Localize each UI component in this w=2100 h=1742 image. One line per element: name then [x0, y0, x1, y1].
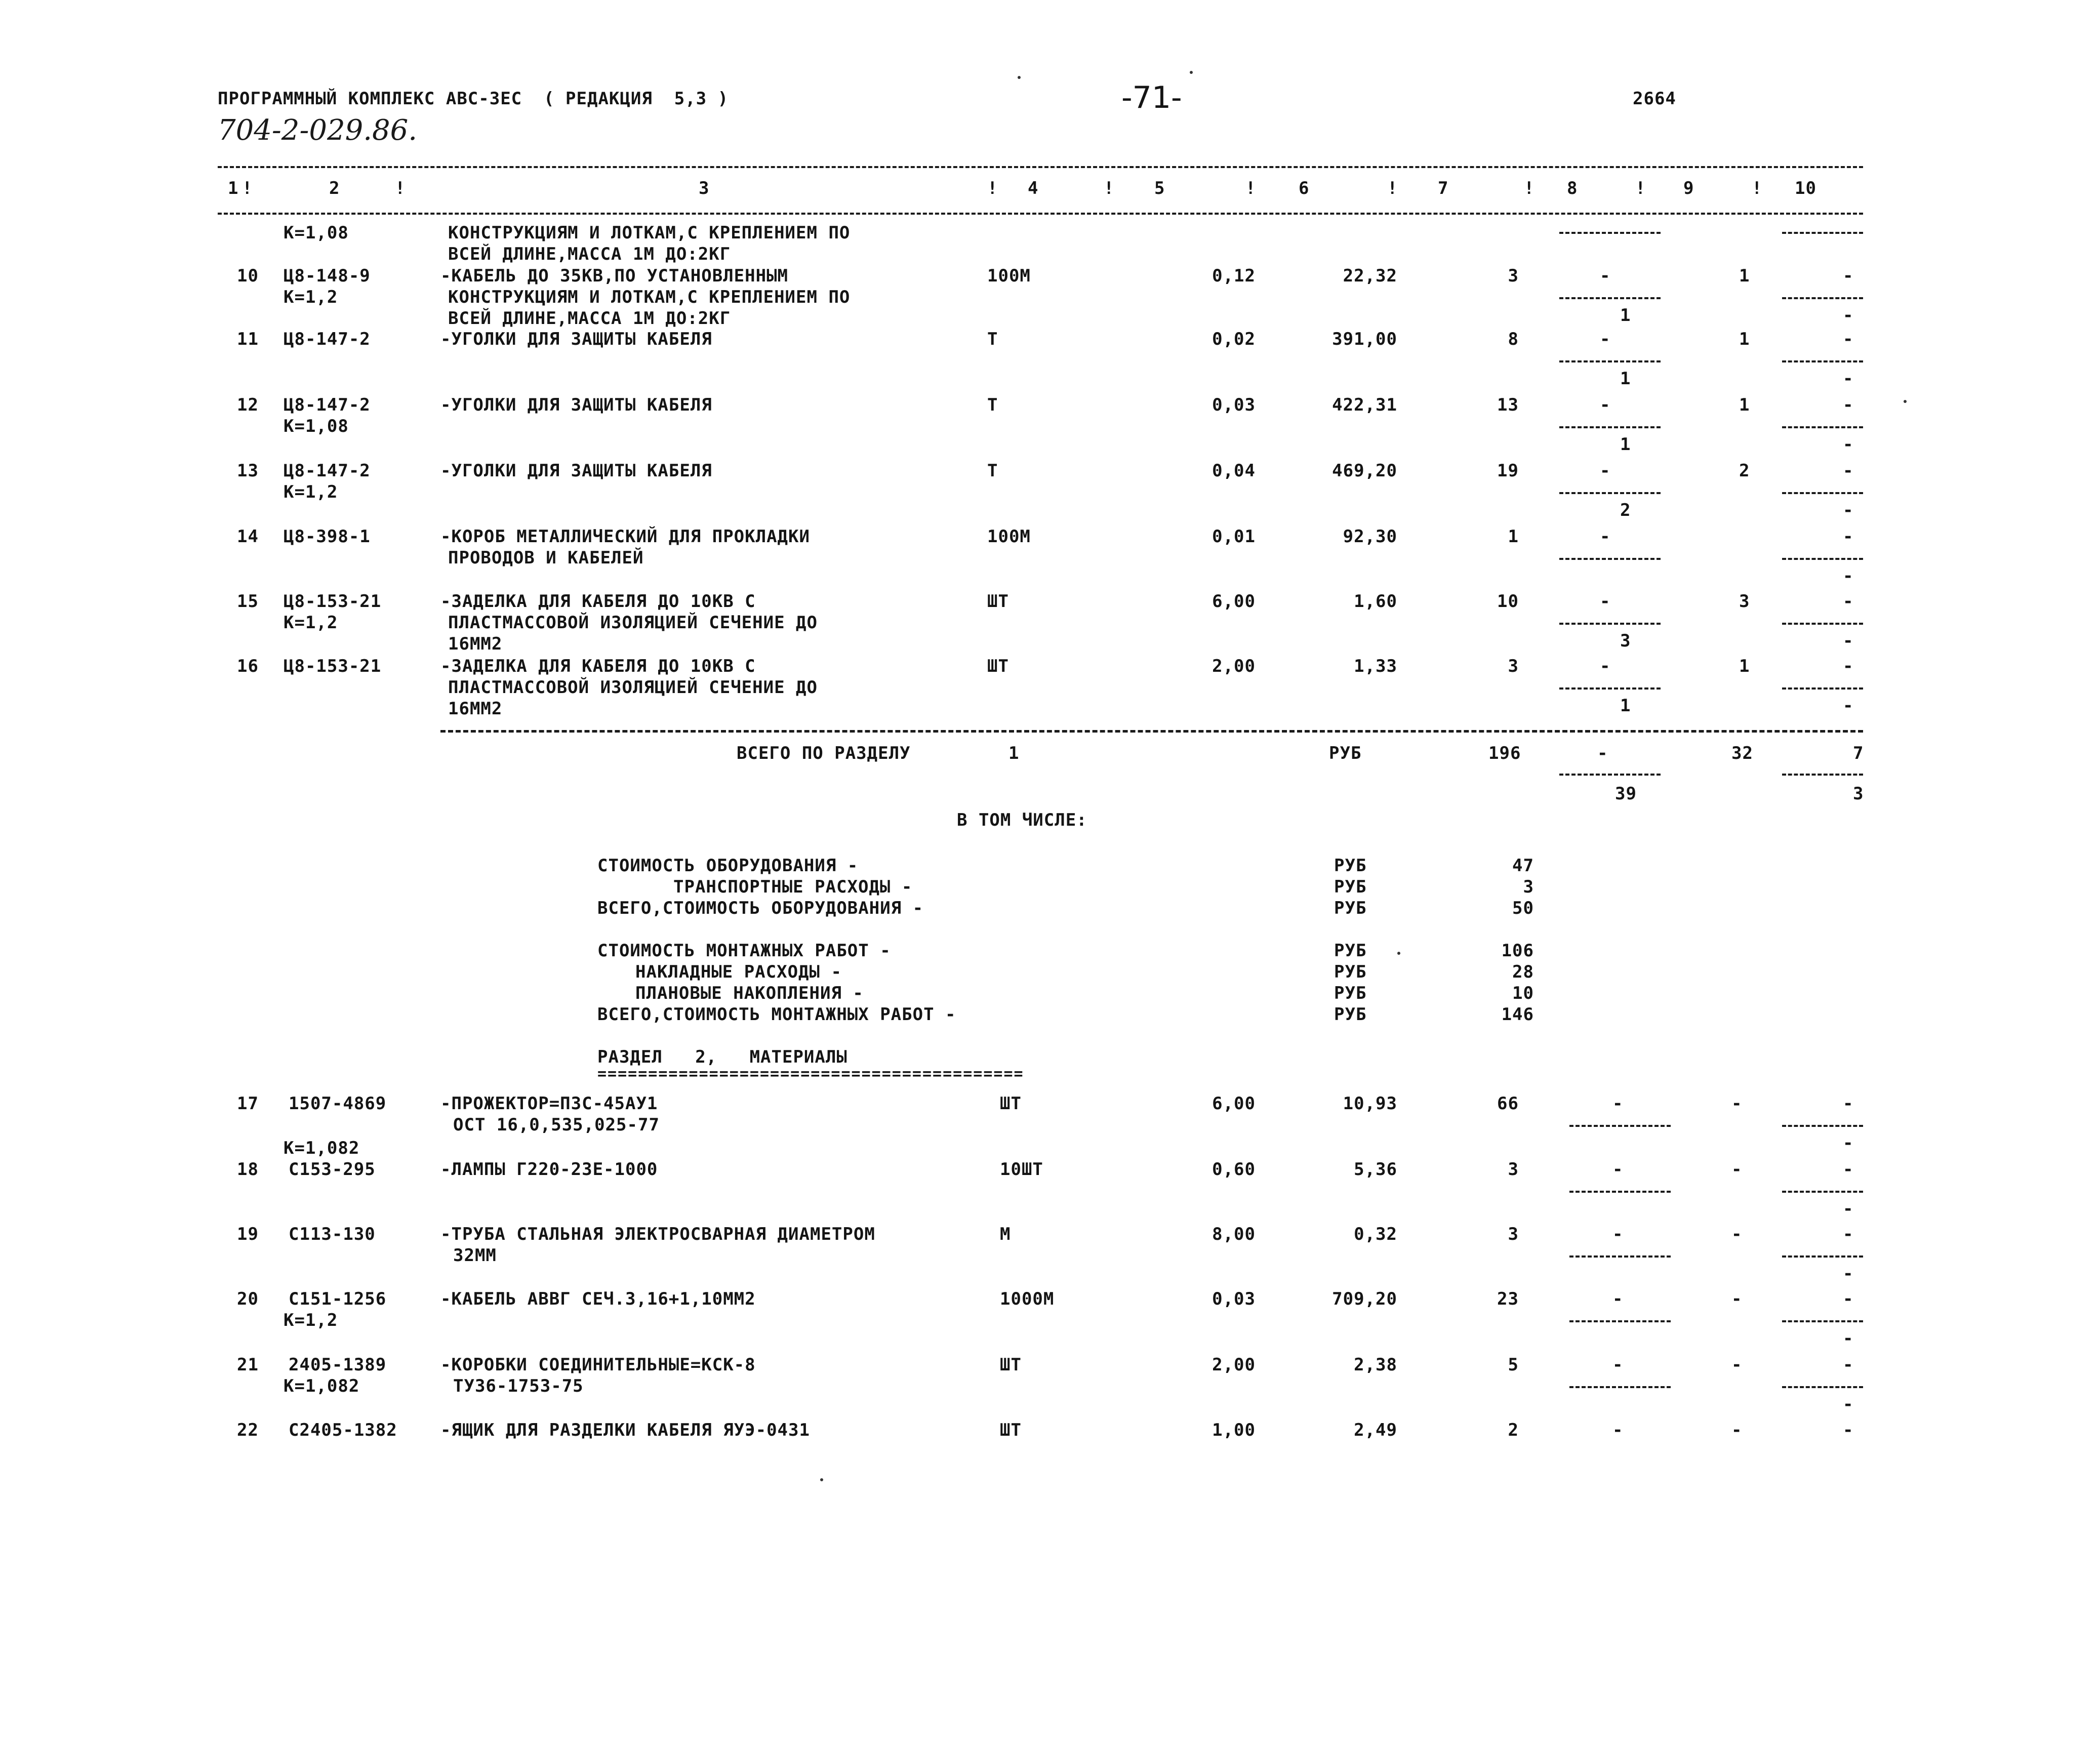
row-c10-sub: -: [1843, 566, 1854, 586]
material-price: 0,32: [1354, 1224, 1397, 1244]
section-total-c8a: -: [1597, 743, 1608, 763]
row-c8-sub: 2: [1620, 500, 1631, 520]
row-code: Ц8-398-1: [284, 526, 371, 547]
row-c9: 1: [1739, 329, 1750, 349]
row-qty: 0,02: [1212, 329, 1256, 349]
material-c10: -: [1843, 1355, 1854, 1375]
including-value: 10: [1512, 983, 1534, 1003]
material-number: 18: [237, 1159, 259, 1180]
material-price: 10,93: [1343, 1093, 1397, 1114]
row-qty: 2,00: [1212, 656, 1256, 676]
row-c10-sub: -: [1843, 369, 1854, 389]
material-c7: 2: [1508, 1420, 1519, 1440]
row-code: Ц8-153-21: [284, 591, 382, 612]
material-code: 2405-1389: [289, 1355, 387, 1375]
row-c10-sub: -: [1843, 500, 1854, 520]
including-label: ПЛАНОВЫЕ НАКОПЛЕНИЯ -: [635, 983, 864, 1003]
row-qty: 6,00: [1212, 591, 1256, 612]
section-total-c7: 196: [1488, 743, 1521, 763]
material-c9: -: [1731, 1289, 1743, 1309]
material-qty: 2,00: [1212, 1355, 1256, 1375]
material-c7: 23: [1497, 1289, 1519, 1309]
material-code: С151-1256: [289, 1289, 387, 1309]
material-unit: ШТ: [1000, 1355, 1022, 1375]
row-k: К=1,08: [284, 416, 349, 436]
material-unit: М: [1000, 1224, 1011, 1244]
row-code: Ц8-153-21: [284, 656, 382, 676]
row-c10-sub: -: [1843, 434, 1854, 455]
including-label: ВСЕГО,СТОИМОСТЬ ОБОРУДОВАНИЯ -: [597, 898, 924, 918]
material-number: 19: [237, 1224, 259, 1244]
material-c10-sub: -: [1843, 1199, 1854, 1219]
section2-underline: ==========================================: [597, 1065, 1024, 1083]
material-c8: -: [1612, 1289, 1624, 1309]
row-number: 13: [237, 461, 259, 481]
row-qty: 0,03: [1212, 395, 1256, 415]
material-code: 1507-4869: [289, 1093, 387, 1114]
row-desc-line: -УГОЛКИ ДЛЯ ЗАЩИТЫ КАБЕЛЯ: [440, 395, 712, 415]
col-10: 10: [1795, 178, 1816, 198]
program-title: ПРОГРАММНЫЙ КОМПЛЕКС АВС-ЗЕС ( РЕДАКЦИЯ 5,3 ): [218, 89, 729, 109]
row-desc-line: 16ММ2: [448, 699, 503, 719]
row-c10-sub: -: [1843, 305, 1854, 326]
row-price: 1,33: [1354, 656, 1397, 676]
row-k: К=1,08: [284, 223, 349, 243]
col-3: 3: [699, 178, 710, 198]
row-code: Ц8-147-2: [284, 461, 371, 481]
section-total-label: ВСЕГО ПО РАЗДЕЛУ: [737, 743, 911, 763]
material-c10-sub: -: [1843, 1328, 1854, 1349]
material-qty: 6,00: [1212, 1093, 1256, 1114]
material-c8: -: [1612, 1093, 1624, 1114]
section-total-c4: 1: [1008, 743, 1020, 763]
row-price: 391,00: [1332, 329, 1397, 349]
row-c10: -: [1843, 395, 1854, 415]
row-c8-sub: 1: [1620, 369, 1631, 389]
row-c8: -: [1600, 329, 1611, 349]
estimate-sheet: ПРОГРАММНЫЙ КОМПЛЕКС АВС-ЗЕС ( РЕДАКЦИЯ 5,3 ) -71- 2664 704-2-029.86. 1 2 3 4 5 6 7 8 9 10 ! ! ! ! ! ! ! ! ! К=1,08 КОНСТРУКЦИЯМ И ЛОТКАМ,С КРЕПЛЕНИЕМ ПО ВСЕЙ ДЛИНЕ,МАССА 1М ДО:2КГ 10 Ц8-148-9 К=1,2 -КАБЕЛЬ ДО 35КВ,ПО УСТАНОВЛЕННЫМ КОНСТРУКЦИЯМ И ЛОТКАМ,С КРЕПЛЕНИЕМ ПО ВСЕЙ ДЛИНЕ,МАССА 1М ДО:2КГ 100М 0,12 22,32 3 - 1 1 - - 11 Ц8-147-2 -УГОЛКИ ДЛЯ ЗАЩИТЫ КАБЕЛЯ Т 0,02 391,00 8 - 1 1 - - 12 Ц8-147-2 К=1,08 -УГОЛКИ ДЛЯ ЗАЩИТЫ КАБЕЛЯ Т 0,03 422,31 13 - 1 1 - - 13 Ц8-147-2 К=1,2 -УГОЛКИ ДЛЯ ЗАЩИТЫ КАБЕЛЯ Т 0,04 469,20 19 - 2 2 - - 14 Ц8-398-1 -КОРОБ МЕТАЛЛИЧЕСКИЙ ДЛЯ ПРОКЛАДКИ ПРОВОДОВ И КАБЕЛЕЙ 100М 0,01 92,30 1 - - - 15 Ц8-153-21 К=1,2 -ЗАДЕЛКА ДЛЯ КАБЕЛЯ ДО 10КВ С ПЛАСТМАССОВОЙ ИЗОЛЯЦИЕЙ СЕЧЕНИЕ ДО 16ММ2 ШТ 6,00 1,60 10 - 3 3 - - 16 Ц8-153-21 -ЗАДЕЛКА ДЛЯ КАБЕЛЯ ДО 10КВ С ПЛАСТМАССОВОЙ ИЗОЛЯЦИЕЙ СЕЧЕНИЕ ДО 16ММ2 ШТ 2,00 1,33 3 - 1 1 - - ВСЕГО ПО РАЗДЕЛУ 1 РУБ 196 - 39 32 7 3 В ТОМ ЧИСЛЕ: СТОИМОСТЬ ОБОРУДОВАНИЯ - РУБ 47 ТРАНСПОРТНЫЕ РАСХОДЫ - РУБ 3 ВСЕГО,СТОИМОСТЬ ОБОРУДОВАНИЯ - РУБ 50 СТОИМОСТЬ МОНТАЖНЫХ РАБОТ - РУБ 106 НАКЛАДНЫЕ РАСХОДЫ - РУБ 28 ПЛАНОВЫЕ НАКОПЛЕНИЯ - РУБ 10 ВСЕГО,СТОИМОСТЬ МОНТАЖНЫХ РАБОТ - РУБ 146 РАЗДЕЛ 2, МАТЕРИАЛЫ ========================================== 17 1507-4869 -ПРОЖЕКТОР=ПЗС-45АУ1 ОСТ 16,0,535,025-77 ШТ 6,00 10,93 66 - - - - 18 С153-295 К=1,082 -ЛАМПЫ Г220-23Е-1000 10ШТ 0,60 5,36 3 - - - - 19 С113-130 -ТРУБА СТАЛЬНАЯ ЭЛЕКТРОСВАРНАЯ ДИАМЕТРОМ 32ММ М 8,00 0,32 3 - - - - 20 С151-1256 К=1,2 -КАБЕЛЬ АВВГ СЕЧ.3,16+1,10ММ2 1000М 0,03 709,20 23 - - - - 21 2405-1389 К=1,082 -КОРОБКИ СОЕДИНИТЕЛЬНЫЕ=КСК-8 ТУ36-1753-75 ШТ 2,00 2,38 5 - - - - 22 С2405-1382 -ЯЩИК ДЛЯ РАЗДЕЛКИ КАБЕЛЯ ЯУЭ-0431 ШТ 1,00 2,49 2 - - -: [0, 0, 2100, 1742]
row-number: 16: [237, 656, 259, 676]
row-c8: -: [1600, 656, 1611, 676]
material-desc-line: ОСТ 16,0,535,025-77: [453, 1115, 660, 1135]
row-c9: 1: [1739, 266, 1750, 286]
row-desc-line: ВСЕЙ ДЛИНЕ,МАССА 1М ДО:2КГ: [448, 244, 731, 264]
row-desc-line: -УГОЛКИ ДЛЯ ЗАЩИТЫ КАБЕЛЯ: [440, 461, 712, 481]
row-qty: 0,12: [1212, 266, 1256, 286]
material-c8: -: [1612, 1420, 1624, 1440]
including-label: НАКЛАДНЫЕ РАСХОДЫ -: [635, 962, 842, 982]
row-unit: Т: [987, 329, 998, 349]
including-unit: РУБ: [1334, 856, 1367, 876]
row-number: 12: [237, 395, 259, 415]
col-8: 8: [1567, 178, 1578, 198]
row-unit: ШТ: [987, 656, 1009, 676]
material-c8: -: [1612, 1355, 1624, 1375]
col-5: 5: [1154, 178, 1165, 198]
row-c10: -: [1843, 526, 1854, 547]
material-desc-line: -ЯЩИК ДЛЯ РАЗДЕЛКИ КАБЕЛЯ ЯУЭ-0431: [440, 1420, 810, 1440]
material-number: 21: [237, 1355, 259, 1375]
material-unit: ШТ: [1000, 1093, 1022, 1114]
col-7: 7: [1438, 178, 1449, 198]
material-price: 2,49: [1354, 1420, 1397, 1440]
including-title: В ТОМ ЧИСЛЕ:: [957, 810, 1087, 830]
including-unit: РУБ: [1334, 1004, 1367, 1025]
row-c8-sub: 1: [1620, 434, 1631, 455]
material-desc-line: 32ММ: [453, 1245, 497, 1266]
material-desc-line: ТУ36-1753-75: [453, 1376, 584, 1396]
material-number: 22: [237, 1420, 259, 1440]
material-c9: -: [1731, 1093, 1743, 1114]
row-desc-line: -УГОЛКИ ДЛЯ ЗАЩИТЫ КАБЕЛЯ: [440, 329, 712, 349]
section-total-c9: 32: [1731, 743, 1753, 763]
col-9: 9: [1683, 178, 1694, 198]
including-unit: РУБ: [1334, 962, 1367, 982]
row-unit: Т: [987, 461, 998, 481]
row-c10: -: [1843, 461, 1854, 481]
row-code: Ц8-147-2: [284, 395, 371, 415]
row-number: 14: [237, 526, 259, 547]
material-qty: 0,03: [1212, 1289, 1256, 1309]
header-rule-bottom: [218, 213, 1863, 215]
row-c10: -: [1843, 266, 1854, 286]
material-c8: -: [1612, 1224, 1624, 1244]
row-desc-line: КОНСТРУКЦИЯМ И ЛОТКАМ,С КРЕПЛЕНИЕМ ПО: [448, 287, 851, 307]
including-unit: РУБ: [1334, 877, 1367, 897]
material-number: 20: [237, 1289, 259, 1309]
col-4: 4: [1028, 178, 1039, 198]
row-unit: 100М: [987, 526, 1031, 547]
row-c7: 3: [1508, 656, 1519, 676]
row-price: 22,32: [1343, 266, 1397, 286]
material-c10: -: [1843, 1159, 1854, 1180]
material-c10: -: [1843, 1420, 1854, 1440]
material-qty: 8,00: [1212, 1224, 1256, 1244]
material-c9: -: [1731, 1420, 1743, 1440]
material-unit: 10ШТ: [1000, 1159, 1043, 1180]
row-k: К=1,2: [284, 613, 338, 633]
row-c9: 1: [1739, 656, 1750, 676]
row-c9: 3: [1739, 591, 1750, 612]
material-c10-sub: -: [1843, 1394, 1854, 1414]
row-c10: -: [1843, 329, 1854, 349]
material-c10-sub: -: [1843, 1133, 1854, 1153]
material-desc-line: -ТРУБА СТАЛЬНАЯ ЭЛЕКТРОСВАРНАЯ ДИАМЕТРОМ: [440, 1224, 875, 1244]
row-desc-line: ВСЕЙ ДЛИНЕ,МАССА 1М ДО:2КГ: [448, 308, 731, 329]
including-value: 3: [1523, 877, 1534, 897]
row-unit: 100М: [987, 266, 1031, 286]
row-c7: 1: [1508, 526, 1519, 547]
row-k: К=1,2: [284, 287, 338, 307]
col-6: 6: [1299, 178, 1310, 198]
section-total-c10b: 3: [1853, 784, 1864, 804]
material-qty: 1,00: [1212, 1420, 1256, 1440]
material-unit: ШТ: [1000, 1420, 1022, 1440]
including-unit: РУБ: [1334, 898, 1367, 918]
material-k: К=1,082: [284, 1376, 360, 1396]
total-rule: [440, 730, 1863, 733]
row-desc-line: КОНСТРУКЦИЯМ И ЛОТКАМ,С КРЕПЛЕНИЕМ ПО: [448, 223, 851, 243]
header-rule-top: [218, 166, 1863, 168]
row-qty: 0,01: [1212, 526, 1256, 547]
row-price: 469,20: [1332, 461, 1397, 481]
row-c8: -: [1600, 526, 1611, 547]
col-1: 1: [228, 178, 239, 198]
including-label: ВСЕГО,СТОИМОСТЬ МОНТАЖНЫХ РАБОТ -: [597, 1004, 956, 1025]
material-c10: -: [1843, 1093, 1854, 1114]
material-c7: 3: [1508, 1159, 1519, 1180]
row-c8: -: [1600, 266, 1611, 286]
row-c7: 3: [1508, 266, 1519, 286]
row-c8: -: [1600, 395, 1611, 415]
row-desc-line: -ЗАДЕЛКА ДЛЯ КАБЕЛЯ ДО 10КВ С: [440, 591, 756, 612]
material-c7: 5: [1508, 1355, 1519, 1375]
col-2: 2: [329, 178, 340, 198]
row-unit: ШТ: [987, 591, 1009, 612]
row-c10-sub: -: [1843, 696, 1854, 716]
including-value: 50: [1512, 898, 1534, 918]
document-number: 2664: [1633, 89, 1676, 109]
row-c7: 10: [1497, 591, 1519, 612]
material-price: 5,36: [1354, 1159, 1397, 1180]
material-c7: 3: [1508, 1224, 1519, 1244]
row-unit: Т: [987, 395, 998, 415]
including-value: 28: [1512, 962, 1534, 982]
material-c7: 66: [1497, 1093, 1519, 1114]
material-c10: -: [1843, 1289, 1854, 1309]
material-c9: -: [1731, 1355, 1743, 1375]
material-price: 709,20: [1332, 1289, 1397, 1309]
row-c8-sub: 3: [1620, 631, 1631, 651]
material-c8: -: [1612, 1159, 1624, 1180]
row-number: 10: [237, 266, 259, 286]
section2-title: РАЗДЕЛ 2, МАТЕРИАЛЫ: [597, 1047, 847, 1067]
row-c10: -: [1843, 656, 1854, 676]
row-c10: -: [1843, 591, 1854, 612]
material-c9: -: [1731, 1159, 1743, 1180]
material-code: С2405-1382: [289, 1420, 397, 1440]
including-unit: РУБ: [1334, 941, 1367, 961]
material-qty: 0,60: [1212, 1159, 1256, 1180]
row-c9: 1: [1739, 395, 1750, 415]
row-c8: -: [1600, 591, 1611, 612]
row-desc-line: -ЗАДЕЛКА ДЛЯ КАБЕЛЯ ДО 10КВ С: [440, 656, 756, 676]
including-label: СТОИМОСТЬ МОНТАЖНЫХ РАБОТ -: [597, 941, 891, 961]
project-code: 704-2-029.86.: [218, 114, 418, 147]
material-c9: -: [1731, 1224, 1743, 1244]
row-number: 15: [237, 591, 259, 612]
row-c8-sub: 1: [1620, 696, 1631, 716]
section-total-unit: РУБ: [1329, 743, 1362, 763]
row-desc-line: -КОРОБ МЕТАЛЛИЧЕСКИЙ ДЛЯ ПРОКЛАДКИ: [440, 526, 810, 547]
including-value: 146: [1501, 1004, 1534, 1025]
row-c8-sub: 1: [1620, 305, 1631, 326]
row-price: 1,60: [1354, 591, 1397, 612]
row-desc-line: ПЛАСТМАССОВОЙ ИЗОЛЯЦИЕЙ СЕЧЕНИЕ ДО: [448, 613, 818, 633]
material-code: С113-130: [289, 1224, 376, 1244]
material-c10: -: [1843, 1224, 1854, 1244]
row-c7: 8: [1508, 329, 1519, 349]
row-k: К=1,2: [284, 482, 338, 502]
row-c9: 2: [1739, 461, 1750, 481]
row-code: Ц8-147-2: [284, 329, 371, 349]
including-value: 47: [1512, 856, 1534, 876]
row-c8: -: [1600, 461, 1611, 481]
material-price: 2,38: [1354, 1355, 1397, 1375]
row-price: 422,31: [1332, 395, 1397, 415]
material-code: С153-295: [289, 1159, 376, 1180]
including-unit: РУБ: [1334, 983, 1367, 1003]
material-number: 17: [237, 1093, 259, 1114]
row-code: Ц8-148-9: [284, 266, 371, 286]
material-desc-line: -КОРОБКИ СОЕДИНИТЕЛЬНЫЕ=КСК-8: [440, 1355, 756, 1375]
row-price: 92,30: [1343, 526, 1397, 547]
row-c7: 13: [1497, 395, 1519, 415]
material-unit: 1000М: [1000, 1289, 1055, 1309]
including-label: ТРАНСПОРТНЫЕ РАСХОДЫ -: [673, 877, 913, 897]
material-c10-sub: -: [1843, 1264, 1854, 1284]
material-desc-line: -ЛАМПЫ Г220-23Е-1000: [440, 1159, 658, 1180]
material-desc-line: -КАБЕЛЬ АВВГ СЕЧ.3,16+1,10ММ2: [440, 1289, 756, 1309]
row-desc-line: ПРОВОДОВ И КАБЕЛЕЙ: [448, 548, 644, 568]
row-c10-sub: -: [1843, 631, 1854, 651]
row-desc-line: -КАБЕЛЬ ДО 35КВ,ПО УСТАНОВЛЕННЫМ: [440, 266, 789, 286]
row-desc-line: ПЛАСТМАССОВОЙ ИЗОЛЯЦИЕЙ СЕЧЕНИЕ ДО: [448, 677, 818, 698]
row-number: 11: [237, 329, 259, 349]
including-value: 106: [1501, 941, 1534, 961]
page-number: -71-: [1121, 80, 1182, 115]
row-c7: 19: [1497, 461, 1519, 481]
row-qty: 0,04: [1212, 461, 1256, 481]
including-label: СТОИМОСТЬ ОБОРУДОВАНИЯ -: [597, 856, 859, 876]
row-desc-line: 16ММ2: [448, 634, 503, 654]
section-total-c10a: 7: [1853, 743, 1864, 763]
material-k: К=1,2: [284, 1310, 338, 1330]
section-total-c8b: 39: [1615, 784, 1637, 804]
material-k: К=1,082: [284, 1138, 360, 1158]
material-desc-line: -ПРОЖЕКТОР=ПЗС-45АУ1: [440, 1093, 658, 1114]
